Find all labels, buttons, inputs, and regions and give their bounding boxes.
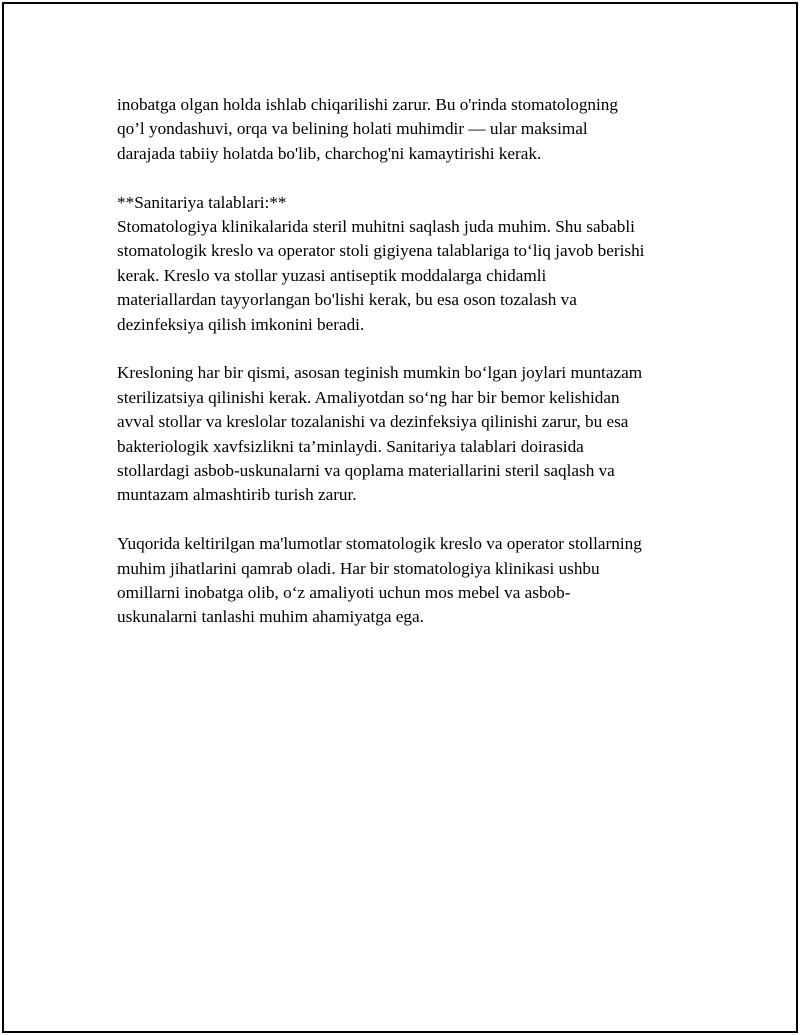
section-heading: **Sanitariya talablari:** (117, 192, 287, 212)
text-line: darajada tabiiy holatda bo'lib, charchog'ni kamaytirishi kerak. (117, 143, 542, 163)
text-line: bakteriologik xavfsizlikni ta’minlaydi. Sanitariya talablari doirasida (117, 436, 584, 456)
text-line: stomatologik kreslo va operator stoli gigiyena talablariga to‘liq javob berishi (117, 241, 645, 261)
text-line: Yuqorida keltirilgan ma'lumotlar stomatologik kreslo va operator stollarning (117, 534, 642, 554)
text-line: avval stollar va kreslolar tozalanishi va dezinfeksiya qilinishi zarur, bu esa (117, 412, 629, 432)
document-body (117, 93, 692, 654)
text-line: muhim jihatlarini qamrab oladi. Har bir stomatologiya klinikasi ushbu (117, 558, 600, 578)
text-line: muntazam almashtirib turish zarur. (117, 485, 357, 505)
paragraph-sterilization (117, 361, 692, 507)
text-line: inobatga olgan holda ishlab chiqarilishi zarur. Bu o'rinda stomatologning (117, 95, 618, 114)
text-line: kerak. Kreslo va stollar yuzasi antiseptik moddalarga chidamli (117, 265, 547, 285)
text-line: stollardagi asbob-uskunalarni va qoplama materiallarini steril saqlash va (117, 461, 615, 481)
paragraph-intro (117, 93, 692, 166)
text-line: Stomatologiya klinikalarida steril muhitni saqlash juda muhim. Shu sababli (117, 217, 635, 237)
text-line: materiallardan tayyorlangan bo'lishi kerak, bu esa oson tozalash va (117, 290, 577, 310)
text-line: Kresloning har bir qismi, asosan teginish mumkin bo‘lgan joylari muntazam (117, 363, 643, 383)
paragraph-conclusion (117, 532, 692, 630)
text-line: uskunalarni tanlashi muhim ahamiyatga ega. (117, 607, 424, 627)
text-line: omillarni inobatga olib, o‘z amaliyoti uchun mos mebel va asbob- (117, 583, 571, 603)
text-line: qo’l yondashuvi, orqa va belining holati muhimdir — ular maksimal (117, 119, 588, 139)
text-line: sterilizatsiya qilinishi kerak. Amaliyotdan so‘ng har bir bemor kelishidan (117, 387, 620, 407)
paragraph-sanitation (117, 191, 692, 337)
text-line: dezinfeksiya qilish imkonini beradi. (117, 314, 365, 334)
